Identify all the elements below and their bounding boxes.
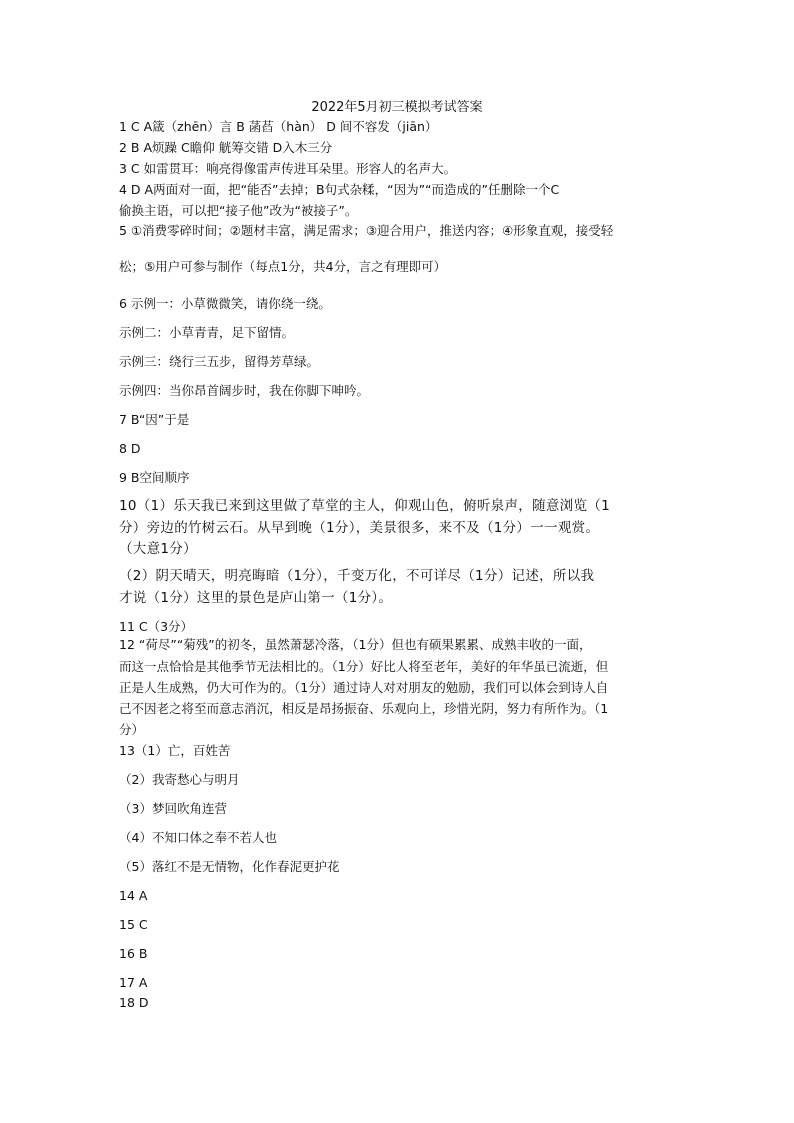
answer-13-item-1: 13（1）亡，百姓苦 — [119, 743, 231, 758]
answer-5-line-2: 松；⑤用户可参与制作（每点1分，共4分，言之有理即可） — [119, 259, 447, 274]
answer-13-item-4: （4）不知口体之奉不若人也 — [119, 830, 277, 845]
answer-8: 8 D — [119, 441, 141, 456]
answer-6-example-2: 示例二：小草青青，足下留情。 — [119, 325, 295, 340]
answer-5-line-1: 5 ①消费零碎时间；②题材丰富，满足需求；③迎合用户，推送内容；④形象直观，接受轻 — [119, 223, 614, 238]
answer-1: 1 C A箴（zhēn）言 B 菡萏（hàn） D 间不容发（jiān） — [119, 119, 438, 134]
answer-12-line-3: 正是人生成熟，仍大可作为的。（1分）通过诗人对对朋友的勉励，我们可以体会到诗人自 — [119, 680, 609, 695]
answer-7: 7 B“因”于是 — [119, 412, 190, 427]
document-title: 2022年5月初三模拟考试答案 — [311, 100, 483, 115]
answer-11: 11 C（3分） — [119, 619, 194, 634]
answer-4-line-1: 4 D A两面对一面，把“能否”去掉；B句式杂糅，“因为”“而造成的”任删除一个C — [119, 182, 560, 197]
answer-12-line-1: 12 “荷尽”“菊残”的初冬，虽然萧瑟冷落，（1分）但也有硕果累累、成熟丰收的一面， — [119, 637, 592, 652]
answer-14: 14 A — [119, 888, 148, 903]
answer-12-line-5: 分） — [119, 722, 145, 737]
answer-6-example-4: 示例四：当你昂首阔步时，我在你脚下呻吟。 — [119, 383, 370, 398]
answer-16: 16 B — [119, 946, 148, 961]
answer-3: 3 C 如雷贯耳：响亮得像雷声传进耳朵里。形容人的名声大。 — [119, 161, 457, 176]
answer-6-example-1: 6 示例一：小草微微笑，请你绕一绕。 — [119, 296, 331, 311]
answer-13-item-2: （2）我寄愁心与明月 — [119, 772, 240, 787]
answer-10-line-2: 分）旁边的竹树云石。从早到晚（1分），美景很多，来不及（1分）一一观赏。 — [119, 520, 600, 536]
answer-9: 9 B空间顺序 — [119, 470, 190, 485]
answer-10-line-3: （大意1分） — [119, 541, 197, 557]
answer-13-item-5: （5）落红不是无情物，化作春泥更护花 — [119, 859, 340, 874]
answer-15: 15 C — [119, 917, 148, 932]
answer-12-line-2: 而这一点恰恰是其他季节无法相比的。（1分）好比人将至老年，美好的年华虽已流逝，但 — [119, 659, 609, 674]
answer-4-line-2: 偷换主语，可以把“接子他”改为“被接子”。 — [119, 203, 358, 218]
answer-18: 18 D — [119, 995, 149, 1010]
answer-10-line-5: 才说（1分）这里的景色是庐山第一（1分）。 — [119, 590, 393, 606]
answer-12-line-4: 己不因老之将至而意志消沉，相反是昂扬振奋、乐观向上，珍惜光阴，努力有所作为。（1 — [119, 701, 609, 716]
answer-13-item-3: （3）梦回吹角连营 — [119, 801, 227, 816]
answer-2: 2 B A烦躁 C瞻仰 觥筹交错 D入木三分 — [119, 140, 333, 155]
answer-17: 17 A — [119, 975, 148, 990]
answer-6-example-3: 示例三：绕行三五步，留得芳草绿。 — [119, 354, 320, 369]
answer-10-line-1: 10（1）乐天我已来到这里做了草堂的主人，仰观山色，俯听泉声，随意浏览（1 — [119, 498, 610, 514]
answer-10-line-4: （2）阴天晴天，明亮晦暗（1分），千变万化，不可详尽（1分）记述，所以我 — [119, 568, 595, 584]
